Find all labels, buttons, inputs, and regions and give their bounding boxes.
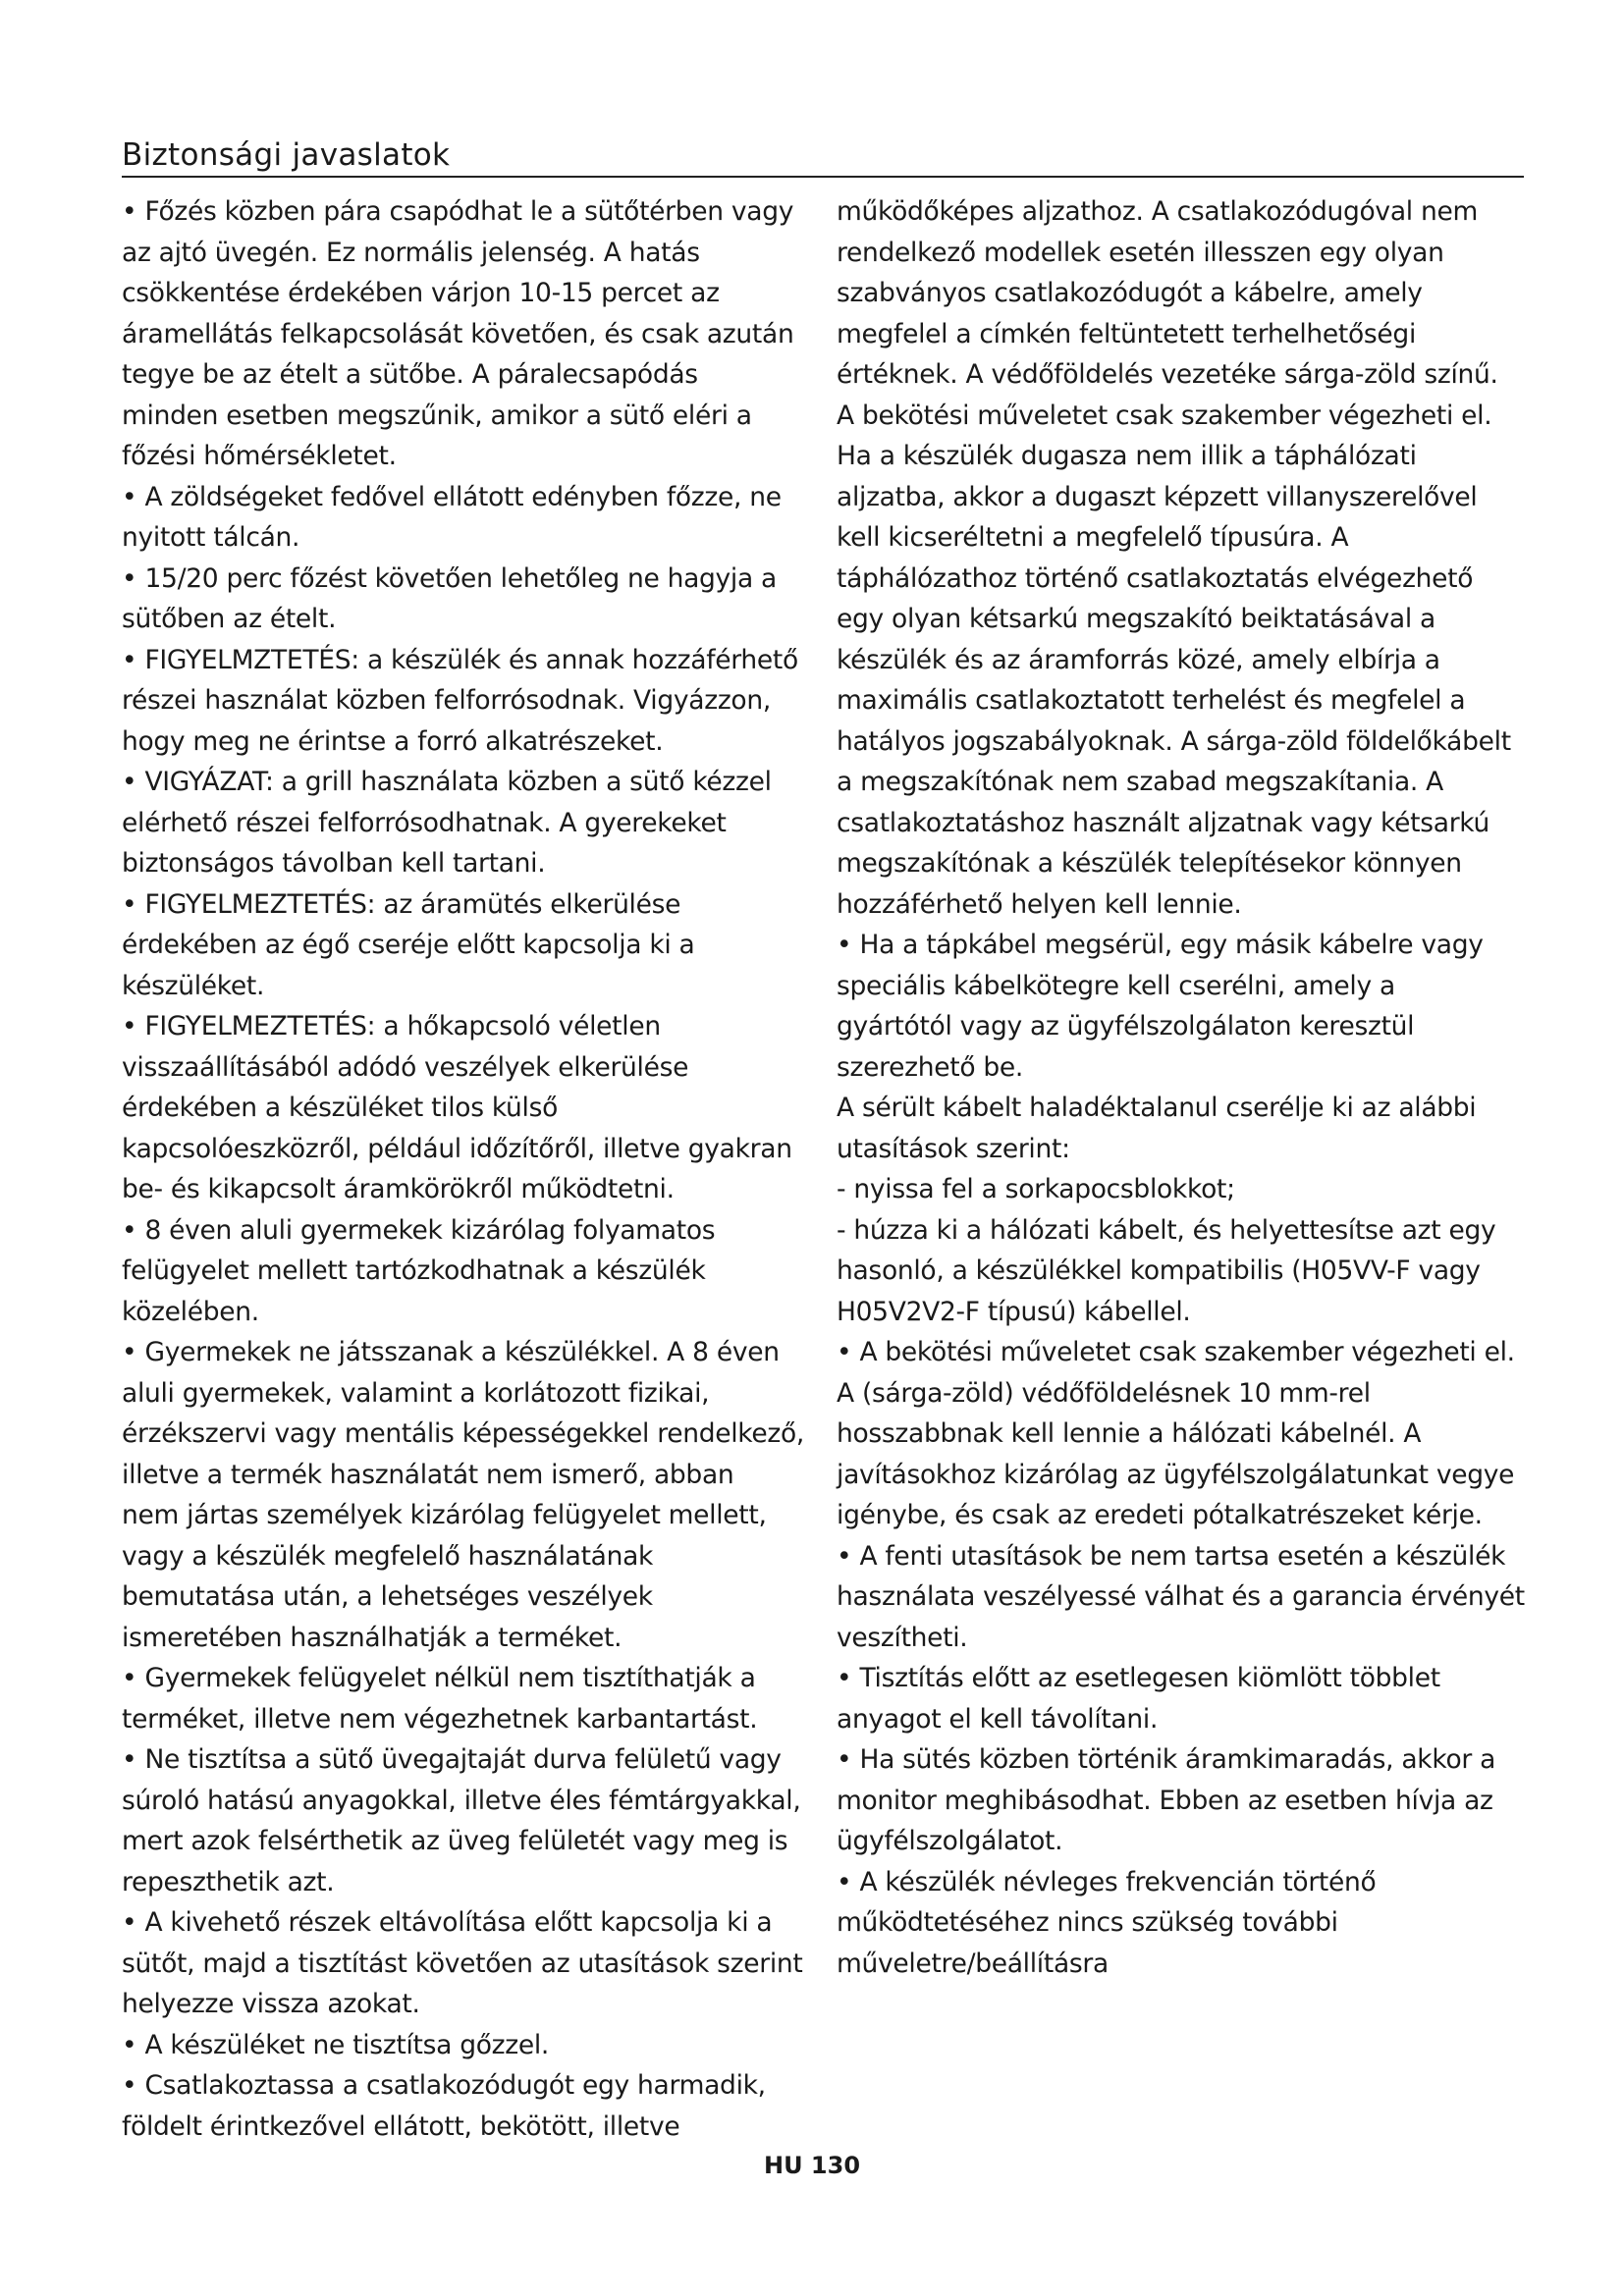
- text-line: áramellátás felkapcsolását követően, és csak azután: [122, 318, 794, 349]
- text-line: hosszabbnak kell lennie a hálózati kábelnél. A: [837, 1418, 1422, 1449]
- text-line: • A zöldségeket fedővel ellátott edényben főzze, ne: [122, 481, 782, 512]
- text-line: érdekében a készüléket tilos külső: [122, 1093, 559, 1123]
- text-line: terméket, illetve nem végezhetnek karbantartást.: [122, 1703, 758, 1735]
- text-line: • FIGYELMEZTETÉS: a hőkapcsoló véletlen: [122, 1011, 661, 1041]
- text-line: H05V2V2-F típusú) kábellel.: [837, 1296, 1191, 1327]
- text-line: • A készülék névleges frekvencián történő: [837, 1866, 1377, 1897]
- text-line: érzékszervi vagy mentális képességekkel rendelkező,: [122, 1418, 805, 1449]
- left-text-column: [122, 191, 829, 2147]
- text-line: a megszakítónak nem szabad megszakítania. A: [837, 767, 1443, 797]
- text-line: sütőben az ételt.: [122, 604, 337, 634]
- text-line: készüléket.: [122, 970, 265, 1001]
- text-line: táphálózathoz történő csatlakoztatás elvégezhető: [837, 562, 1474, 594]
- text-line: mert azok felsérthetik az üveg felületét vagy meg is: [122, 1826, 788, 1856]
- text-line: csökkentése érdekében várjon 10-15 percet az: [122, 278, 720, 308]
- text-line: készülék és az áramforrás közé, amely elbírja a: [837, 644, 1440, 675]
- text-line: közelében.: [122, 1296, 259, 1327]
- text-line: • Főzés közben pára csapódhat le a sütőtérben vagy: [122, 196, 794, 227]
- text-line: • A bekötési műveletet csak szakember végezheti el.: [837, 1337, 1515, 1367]
- text-line: • Tisztítás előtt az esetlegesen kiömlött többlet: [837, 1663, 1440, 1693]
- text-line: hasonló, a készülékkel kompatibilis (H05VV-F vagy: [837, 1255, 1481, 1286]
- text-line: elérhető részei felforrósodhatnak. A gyerekeket: [122, 807, 727, 838]
- text-line: hogy meg ne érintse a forró alkatrészeket.: [122, 725, 664, 757]
- text-line: hatályos jogszabályoknak. A sárga-zöld földelőkábelt: [837, 725, 1511, 757]
- text-line: műveletre/beállításra: [837, 1948, 1109, 1979]
- text-line: • FIGYELMZTETÉS: a készülék és annak hozzáférhető: [122, 644, 798, 675]
- text-line: • A kivehető részek eltávolítása előtt kapcsolja ki a: [122, 1907, 773, 1938]
- page-number: HU 130: [763, 2152, 861, 2179]
- text-line: földelt érintkezővel ellátott, bekötött, illetve: [122, 2110, 680, 2142]
- text-line: kell kicseréltetni a megfelelő típusúra. A: [837, 522, 1349, 553]
- text-line: hozzáférhető helyen kell lennie.: [837, 888, 1242, 920]
- text-line: • Ha a tápkábel megsérül, egy másik kábelre vagy: [837, 930, 1484, 960]
- text-line: felügyelet mellett tartózkodhatnak a készülék: [122, 1255, 706, 1286]
- text-line: • A készüléket ne tisztítsa gőzzel.: [122, 2029, 550, 2060]
- text-line: - húzza ki a hálózati kábelt, és helyettesítse azt egy: [837, 1214, 1496, 1246]
- text-line: maximális csatlakoztatott terhelést és megfelel a: [837, 685, 1466, 716]
- text-line: szerezhető be.: [837, 1051, 1024, 1083]
- text-line: főzési hőmérsékletet.: [122, 441, 397, 471]
- text-line: • Csatlakoztassa a csatlakozódugót egy harmadik,: [122, 2070, 766, 2101]
- text-line: részei használat közben felforrósodnak. Vigyázzon,: [122, 685, 771, 716]
- text-line: rendelkező modellek esetén illesszen egy olyan: [837, 237, 1444, 268]
- right-text-column: [837, 191, 1530, 1984]
- text-line: illetve a termék használatát nem ismerő, abban: [122, 1459, 734, 1490]
- text-line: igénybe, és csak az eredeti pótalkatrészeket kérje.: [837, 1500, 1483, 1530]
- text-line: utasítások szerint:: [837, 1133, 1070, 1164]
- text-line: - nyissa fel a sorkapocsblokkot;: [837, 1174, 1235, 1204]
- text-line: Ha a készülék dugasza nem illik a táphálózati: [837, 441, 1417, 471]
- text-line: • Gyermekek felügyelet nélkül nem tisztíthatják a: [122, 1663, 756, 1693]
- text-line: megfelel a címkén feltüntetett terhelhetőségi: [837, 318, 1417, 349]
- title-underline: [122, 176, 1524, 178]
- text-line: működtetéséhez nincs szükség további: [837, 1907, 1338, 1938]
- text-line: veszítheti.: [837, 1622, 968, 1653]
- text-line: • 15/20 perc főzést követően lehetőleg ne hagyja a: [122, 562, 777, 594]
- text-line: tegye be az ételt a sütőbe. A páralecsapódás: [122, 359, 698, 390]
- text-line: • FIGYELMEZTETÉS: az áramütés elkerülése: [122, 888, 681, 920]
- text-line: bemutatása után, a lehetséges veszélyek: [122, 1581, 653, 1612]
- text-line: • VIGYÁZAT: a grill használata közben a sütő kézzel: [122, 767, 772, 797]
- text-line: repeszthetik azt.: [122, 1866, 335, 1897]
- text-line: sütőt, majd a tisztítást követően az utasítások szerint: [122, 1948, 803, 1979]
- text-line: • 8 éven aluli gyermekek kizárólag folyamatos: [122, 1214, 716, 1246]
- page-title: Biztonsági javaslatok: [122, 137, 451, 173]
- text-line: csatlakoztatáshoz használt aljzatnak vagy kétsarkú: [837, 807, 1490, 838]
- text-line: értéknek. A védőföldelés vezetéke sárga-zöld színű.: [837, 359, 1498, 390]
- text-line: megszakítónak a készülék telepítésekor könnyen: [837, 848, 1462, 879]
- text-line: aluli gyermekek, valamint a korlátozott fizikai,: [122, 1377, 710, 1409]
- text-line: működőképes aljzathoz. A csatlakozódugóval nem: [837, 196, 1478, 227]
- text-line: helyezze vissza azokat.: [122, 1989, 420, 2019]
- text-line: szabványos csatlakozódugót a kábelre, amely: [837, 278, 1423, 308]
- text-line: • Ha sütés közben történik áramkimaradás, akkor a: [837, 1744, 1496, 1775]
- text-line: • A fenti utasítások be nem tartsa esetén a készülék: [837, 1540, 1506, 1572]
- text-line: vagy a készülék megfelelő használatának: [122, 1540, 654, 1572]
- text-line: egy olyan kétsarkú megszakító beiktatásával a: [837, 604, 1435, 634]
- text-line: nyitott tálcán.: [122, 522, 300, 553]
- text-line: minden esetben megszűnik, amikor a sütő eléri a: [122, 400, 752, 431]
- text-line: anyagot el kell távolítani.: [837, 1703, 1159, 1735]
- text-line: A sérült kábelt haladéktalanul cserélje ki az alábbi: [837, 1093, 1477, 1123]
- text-line: gyártótól vagy az ügyfélszolgálaton keresztül: [837, 1011, 1415, 1041]
- text-line: • Gyermekek ne játsszanak a készülékkel. A 8 éven: [122, 1337, 780, 1367]
- text-line: be- és kikapcsolt áramkörökről működtetni.: [122, 1174, 675, 1204]
- text-line: speciális kábelkötegre kell cserélni, amely a: [837, 970, 1395, 1001]
- text-line: monitor meghibásodhat. Ebben az esetben hívja az: [837, 1785, 1493, 1816]
- text-line: • Ne tisztítsa a sütő üvegajtaját durva felületű vagy: [122, 1744, 782, 1775]
- text-line: az ajtó üvegén. Ez normális jelenség. A hatás: [122, 237, 700, 268]
- text-line: súroló hatású anyagokkal, illetve éles fémtárgyakkal,: [122, 1785, 801, 1816]
- text-line: érdekében az égő cseréje előtt kapcsolja ki a: [122, 930, 695, 960]
- text-line: ismeretében használhatják a terméket.: [122, 1622, 623, 1653]
- text-line: ügyfélszolgálatot.: [837, 1826, 1063, 1856]
- text-line: javításokhoz kizárólag az ügyfélszolgálatunkat vegye: [837, 1459, 1515, 1490]
- text-line: visszaállításából adódó veszélyek elkerülése: [122, 1051, 689, 1083]
- text-line: használata veszélyessé válhat és a garancia érvényét: [837, 1581, 1525, 1612]
- text-line: biztonságos távolban kell tartani.: [122, 848, 546, 879]
- text-line: A (sárga-zöld) védőföldelésnek 10 mm-rel: [837, 1377, 1371, 1409]
- text-line: aljzatba, akkor a dugaszt képzett villanyszerelővel: [837, 481, 1478, 512]
- text-line: nem jártas személyek kizárólag felügyelet mellett,: [122, 1500, 767, 1530]
- text-line: kapcsolóeszközről, például időzítőről, illetve gyakran: [122, 1133, 792, 1164]
- text-line: A bekötési műveletet csak szakember végezheti el.: [837, 400, 1492, 431]
